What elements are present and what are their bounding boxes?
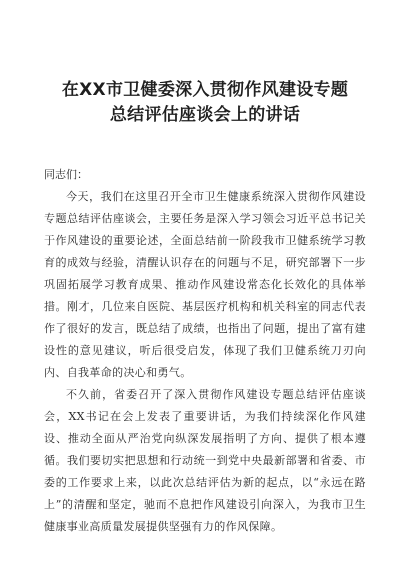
title-line-2: 总结评估座谈会上的讲话 xyxy=(109,105,301,125)
salutation: 同志们： xyxy=(44,168,88,181)
paragraph-1: 今天，我们在这里召开全市卫生健康系统深入贯彻作风建设专题总结评估座谈会，主要任务是深入学习领会习近平总书记关于作风建设的重要论述，全面总结前一阶段我市卫健系统学习教育的成效与经验，清醒认识存在的问题与不足，研究部署下一步巩固拓展学习教育成果、推动作风建设常态化长效化的具体举措。刚才，几位来自医院、基层医疗机构和机关科室的同志代表作了很好的发言，既总结了成绩，也指出了问题，提出了富有建设性的意见建议，听后很受启发，体现了我们卫健系统刀刃向内、自我革命的决心和勇气。 xyxy=(44,190,366,379)
paragraph-2: 不久前，省委召开了深入贯彻作风建设专题总结评估座谈会，XX书记在会上发表了重要讲话，为我们持续深化作风建设、推动全面从严治党向纵深发展指明了方向、提供了根本遵循。我们要切实把思想和行动统一到党中央最新部署和省委、市委的工作要求上来，以此次总结评估为新的起点，以“永远在路上”的清醒和坚定，驰而不息把作风建设引向深入，为我市卫生健康事业高质量发展提供坚强有力的作风保障。 xyxy=(44,388,366,533)
document-title xyxy=(44,78,366,128)
title-line-1: 在XX市卫健委深入贯彻作风建设专题 xyxy=(61,80,349,100)
